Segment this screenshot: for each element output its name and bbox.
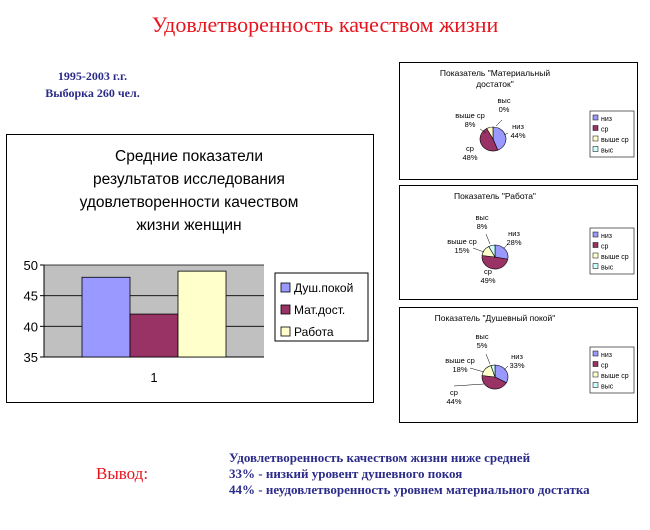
slice-label-name: ср [450,388,458,397]
slice-label-name: выс [497,96,511,105]
legend-label: Мат.дост. [294,303,346,317]
slice-label-percent: 48% [462,153,478,162]
leader-line [454,384,484,386]
pie-title-line: Показатель "Работа" [454,191,536,201]
legend-swatch [281,327,290,336]
y-tick-label: 45 [23,288,38,304]
pie-legend-label: выс [601,383,614,391]
pie-legend-label: низ [601,352,612,359]
pie-legend-swatch [593,351,598,356]
legend-label: Душ.покой [294,281,354,295]
chart-title-line: результатов исследования [93,171,285,188]
pie-title-line: Показатель "Материальный [439,68,551,78]
slice-label-percent: 0% [498,105,510,114]
slice-label-name: низ [511,352,523,361]
slice-label-name: выше ср [445,356,475,365]
slice-label-name: ср [466,144,474,153]
pie-canvas-work [400,186,637,299]
slice-label-percent: 5% [476,341,488,350]
pie-chart-peace [399,307,638,423]
slice-label-name: низ [512,122,524,131]
pie-legend-label: ср [601,243,609,251]
slice-label-percent: 8% [464,120,476,129]
pie-legend-label: выше ср [601,254,629,261]
pie-title-line: Показатель "Душевный покой" [434,313,556,323]
pie-legend-label: выс [601,264,614,272]
chart-title-line: Средние показатели [115,148,263,165]
pie-legend-swatch [593,115,598,120]
pie-chart-work [399,185,638,300]
study-sample: Выборка 260 чел. [45,86,140,100]
pie-legend-label: выше ср [601,137,629,144]
slice-label-percent: 8% [476,222,488,231]
pie-legend-swatch [593,126,598,131]
pie-legend-swatch [593,253,598,258]
legend-swatch [281,283,290,292]
y-tick-label: 40 [23,319,38,335]
slice-label-name: выс [475,332,489,341]
slice-label-name: ср [484,267,492,276]
conclusion-line: 44% - неудовлетворенность уровнем материального достатка [229,482,590,497]
study-info [30,68,155,102]
slice-label-percent: 44% [446,397,462,406]
leader-line [504,366,508,370]
chart-title-line: жизни женщин [136,217,242,234]
conclusion-line: 33% - низкий уровент душевного покоя [229,466,463,481]
slide-title: Удовлетворенность качеством жизни [151,12,499,37]
slice-label-name: выше ср [455,111,485,120]
slice-label-percent: 28% [506,238,522,247]
bar-3 [178,271,226,357]
leader-line [486,354,490,364]
pie-legend-label: низ [601,233,612,240]
y-tick-label: 50 [23,258,38,273]
chart-title-line: удовлетворенности качеством [79,194,299,211]
pie-legend-label: ср [601,362,609,370]
pie-legend-swatch [593,147,598,152]
leader-line [496,120,502,126]
pie-legend-swatch [593,136,598,141]
pie-legend-swatch [593,264,598,269]
main-bar-chart [6,134,374,403]
pie-legend-label: ср [601,126,609,134]
x-tick-label: 1 [150,370,158,385]
slice-label-percent: 15% [454,246,470,255]
slice-label-name: выс [475,213,489,222]
leader-line [486,234,490,244]
pie-title-line: достаток" [476,79,514,89]
pie-canvas-material [400,63,637,179]
pie-canvas-peace [400,308,637,422]
slice-label-percent: 49% [480,276,496,285]
pie-legend-swatch [593,232,598,237]
bar-1 [82,277,130,357]
bar-chart-canvas [7,135,373,402]
pie-legend-label: выше ср [601,373,629,380]
study-period: 1995-2003 г.г. [57,69,128,83]
slice-label-name: низ [508,229,520,238]
slice-label-name: выше ср [447,237,477,246]
y-tick-label: 35 [23,350,38,365]
legend-swatch [281,305,290,314]
leader-line [470,368,484,372]
pie-legend-swatch [593,243,598,248]
bar-2 [130,314,178,357]
slice-label-percent: 44% [510,131,526,140]
conclusion-text [229,450,590,498]
slice-label-percent: 18% [452,365,468,374]
pie-legend-swatch [593,372,598,377]
pie-legend-label: низ [601,116,612,123]
leader-line [473,248,484,252]
conclusion-label: Вывод: [96,464,149,483]
legend-label: Работа [294,325,334,339]
pie-chart-material [399,62,638,180]
pie-legend-swatch [593,383,598,388]
pie-legend-label: выс [601,147,614,155]
pie-legend-swatch [593,362,598,367]
conclusion-line: Удовлетворенность качеством жизни ниже средней [229,450,531,465]
slice-label-percent: 33% [509,361,525,370]
